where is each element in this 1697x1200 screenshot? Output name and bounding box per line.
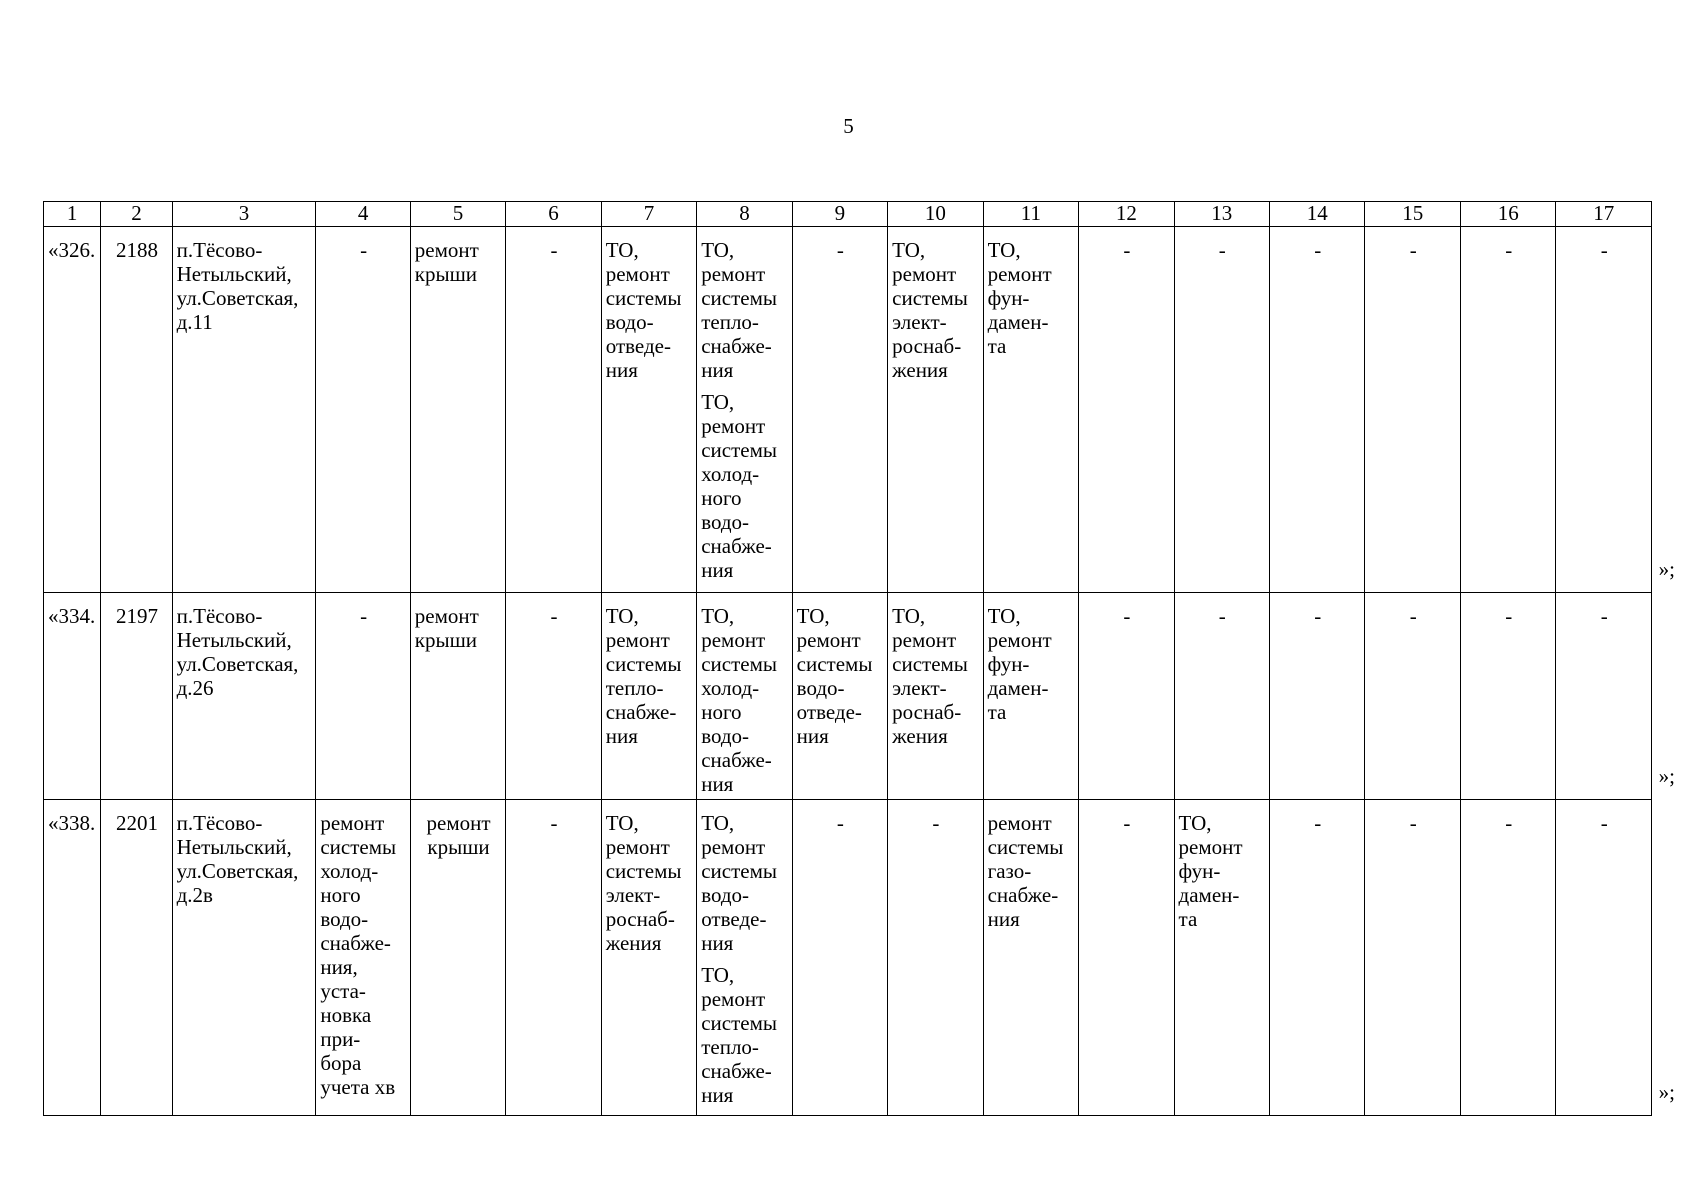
table-cell <box>410 593 505 800</box>
column-header: 5 <box>410 202 505 227</box>
empty-dash: - <box>550 604 558 628</box>
table-cell <box>601 800 696 1116</box>
empty-dash: - <box>1505 604 1513 628</box>
cell-text: 2197 <box>115 604 158 628</box>
row-end-mark: »; <box>1658 1079 1675 1104</box>
cell-text: «326. <box>48 238 96 262</box>
empty-dash: - <box>1123 238 1131 262</box>
cell-text: ТО, ремонт системы водо- отведе- ния <box>701 811 777 955</box>
table-cell <box>983 593 1078 800</box>
table-cell <box>172 593 316 800</box>
table-cell <box>1270 593 1365 800</box>
empty-dash: - <box>1314 238 1322 262</box>
table-cell <box>316 227 410 593</box>
empty-dash: - <box>360 604 368 628</box>
empty-dash: - <box>1600 604 1608 628</box>
cell-text: 2201 <box>115 811 158 835</box>
cell-text: п.Тёсово- Нетыльский, ул.Советская, д.11 <box>176 238 299 334</box>
empty-dash: - <box>1600 811 1608 835</box>
cell-text: п.Тёсово- Нетыльский, ул.Советская, д.2в <box>176 811 299 907</box>
column-header: 2 <box>101 202 172 227</box>
table-cell <box>792 227 887 593</box>
table-cell <box>44 227 101 593</box>
table-cell <box>697 593 792 800</box>
empty-dash: - <box>1409 604 1417 628</box>
table-cell <box>792 800 887 1116</box>
table-cell <box>1174 227 1269 593</box>
empty-dash: - <box>1505 811 1513 835</box>
table-cell <box>1460 227 1555 593</box>
column-header: 6 <box>506 202 601 227</box>
cell-text: ремонт крыши <box>426 811 491 859</box>
table-cell <box>101 800 172 1116</box>
table-cell <box>888 227 983 593</box>
table-cell <box>792 593 887 800</box>
table-cell <box>506 800 601 1116</box>
table-row <box>44 800 1652 1116</box>
cell-text: ремонт крыши <box>414 604 479 652</box>
cell-text: ТО, ремонт фун- дамен- та <box>1178 811 1243 931</box>
column-header: 13 <box>1174 202 1269 227</box>
table-cell <box>506 227 601 593</box>
works-table <box>43 201 1652 1116</box>
table-header-row <box>44 202 1652 227</box>
table-cell <box>601 227 696 593</box>
empty-dash: - <box>932 811 940 835</box>
table-cell <box>1079 800 1174 1116</box>
table-cell <box>1365 800 1460 1116</box>
table-cell <box>1174 800 1269 1116</box>
column-header: 9 <box>792 202 887 227</box>
table-cell <box>1365 593 1460 800</box>
table-cell <box>316 593 410 800</box>
page-number: 5 <box>843 114 854 138</box>
table-row <box>44 593 1652 800</box>
cell-text: ТО, ремонт системы элект- роснаб- жения <box>605 811 682 955</box>
table-cell <box>1556 800 1652 1116</box>
table-cell <box>101 593 172 800</box>
table-cell <box>1460 593 1555 800</box>
table-cell <box>601 593 696 800</box>
empty-dash: - <box>836 811 844 835</box>
column-header: 10 <box>888 202 983 227</box>
table-cell <box>172 800 316 1116</box>
row-end-mark: »; <box>1658 763 1675 788</box>
column-header: 12 <box>1079 202 1174 227</box>
table-cell <box>697 800 792 1116</box>
cell-text: ТО, ремонт системы холод- ного водо- снабже- ния <box>701 604 777 796</box>
table-cell <box>44 593 101 800</box>
empty-dash: - <box>836 238 844 262</box>
cell-text: «334. <box>48 604 96 628</box>
column-header: 16 <box>1460 202 1555 227</box>
column-header: 17 <box>1556 202 1652 227</box>
table-cell <box>1079 227 1174 593</box>
empty-dash: - <box>1409 238 1417 262</box>
empty-dash: - <box>1505 238 1513 262</box>
empty-dash: - <box>360 238 368 262</box>
empty-dash: - <box>550 811 558 835</box>
cell-text: ТО, ремонт системы тепло- снабже- ния <box>701 238 777 382</box>
table-cell <box>1556 227 1652 593</box>
cell-text: ТО, ремонт фун- дамен- та <box>987 238 1052 358</box>
cell-text: ремонт системы газо- снабже- ния <box>987 811 1064 931</box>
row-end-mark: »; <box>1658 556 1675 581</box>
table-cell <box>506 593 601 800</box>
column-header: 3 <box>172 202 316 227</box>
empty-dash: - <box>1218 238 1226 262</box>
column-header: 8 <box>697 202 792 227</box>
cell-text: ТО, ремонт фун- дамен- та <box>987 604 1052 724</box>
empty-dash: - <box>1123 604 1131 628</box>
table-cell <box>1556 593 1652 800</box>
cell-text: п.Тёсово- Нетыльский, ул.Советская, д.26 <box>176 604 299 700</box>
table-cell <box>888 593 983 800</box>
cell-text: «338. <box>48 811 96 835</box>
cell-text: ТО, ремонт системы водо- отведе- ния <box>796 604 873 748</box>
column-header: 1 <box>44 202 101 227</box>
empty-dash: - <box>1314 604 1322 628</box>
column-header: 7 <box>601 202 696 227</box>
empty-dash: - <box>1409 811 1417 835</box>
cell-text: ТО, ремонт системы тепло- снабже- ния <box>605 604 682 748</box>
table-cell <box>101 227 172 593</box>
table-cell <box>44 800 101 1116</box>
cell-text: ремонт системы холод- ного водо- снабже- ния, уста- новка при- бора учета хв <box>320 811 397 1099</box>
empty-dash: - <box>1218 604 1226 628</box>
empty-dash: - <box>550 238 558 262</box>
table-cell <box>983 227 1078 593</box>
column-header: 11 <box>983 202 1078 227</box>
cell-text: ТО, ремонт системы тепло- снабже- ния <box>701 963 777 1107</box>
table-row <box>44 227 1652 593</box>
table-cell <box>888 800 983 1116</box>
table-cell <box>1270 227 1365 593</box>
empty-dash: - <box>1600 238 1608 262</box>
column-header: 14 <box>1270 202 1365 227</box>
table-cell <box>410 800 505 1116</box>
table-cell <box>1174 593 1269 800</box>
cell-text: ремонт крыши <box>414 238 479 286</box>
table-cell <box>697 227 792 593</box>
table-cell <box>1365 227 1460 593</box>
cell-text: ТО, ремонт системы холод- ного водо- снабже- ния <box>701 390 777 582</box>
column-header: 4 <box>316 202 410 227</box>
table-cell <box>316 800 410 1116</box>
cell-text: ТО, ремонт системы водо- отведе- ния <box>605 238 682 382</box>
table-cell <box>1460 800 1555 1116</box>
table-cell <box>1079 593 1174 800</box>
table-cell <box>410 227 505 593</box>
table-cell <box>983 800 1078 1116</box>
column-header: 15 <box>1365 202 1460 227</box>
table-cell <box>1270 800 1365 1116</box>
table-cell <box>172 227 316 593</box>
cell-text: 2188 <box>115 238 158 262</box>
empty-dash: - <box>1314 811 1322 835</box>
cell-text: ТО, ремонт системы элект- роснаб- жения <box>892 238 968 382</box>
cell-text: ТО, ремонт системы элект- роснаб- жения <box>892 604 968 748</box>
empty-dash: - <box>1123 811 1131 835</box>
